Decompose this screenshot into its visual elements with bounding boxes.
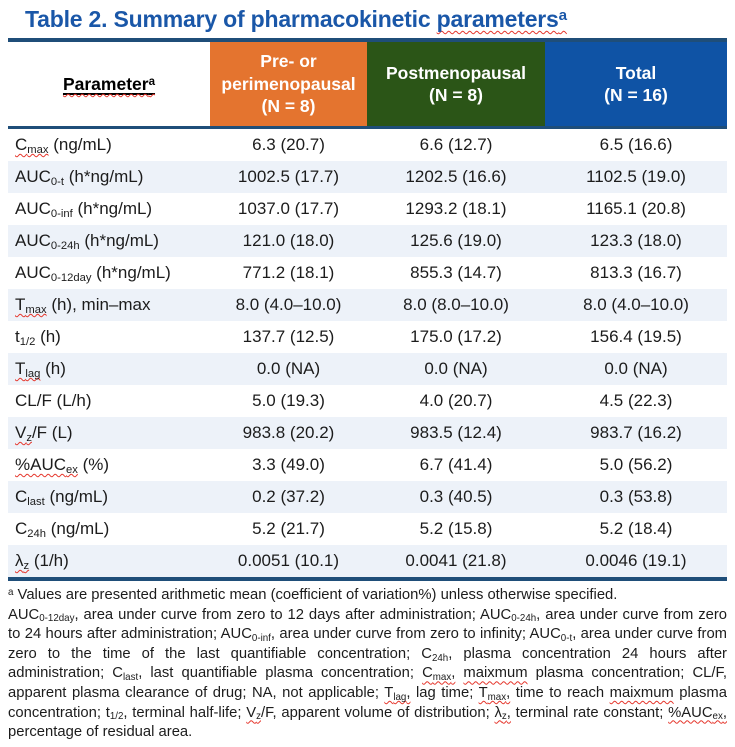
page: [0, 6, 735, 743]
table-row: [8, 161, 727, 193]
table-body: [8, 129, 727, 577]
table-header-row: [8, 42, 727, 129]
value-cell-total: 813.3 (16.7): [590, 263, 682, 282]
value-cell-pre-perimenopausal: 1037.0 (17.7): [237, 199, 340, 218]
parameter-cell: $AUC_{0-inf}$ (h*ng/mL): [15, 199, 153, 221]
table-row: [8, 129, 727, 161]
table-row: [8, 257, 727, 289]
value-cell-total: 0.0 (NA): [604, 359, 668, 378]
value-cell-postmenopausal: 6.7 (41.4): [419, 455, 493, 474]
value-cell-total: 5.2 (18.4): [599, 519, 673, 538]
value-cell-pre-perimenopausal: 0.2 (37.2): [252, 487, 325, 506]
value-cell-total: 0.0046 (19.1): [585, 551, 687, 570]
table-row: [8, 225, 727, 257]
value-cell-pre-perimenopausal: 6.3 (20.7): [252, 135, 325, 154]
value-cell-postmenopausal: 125.6 (19.0): [410, 231, 502, 250]
table-row: [8, 289, 727, 321]
value-cell-pre-perimenopausal: 0.0051 (10.1): [237, 551, 340, 570]
parameter-cell: $C_{24h}$ (ng/mL): [15, 519, 110, 541]
value-cell-total: 5.0 (56.2): [599, 455, 673, 474]
value-cell-pre-perimenopausal: 771.2 (18.1): [242, 263, 335, 282]
parameter-cell: $\%AUC_{ex}$ (%): [15, 455, 110, 477]
value-cell-postmenopausal: 983.5 (12.4): [410, 423, 502, 442]
value-cell-pre-perimenopausal: 8.0 (4.0–10.0): [235, 295, 342, 314]
table-row: [8, 193, 727, 225]
value-cell-postmenopausal: 6.6 (12.7): [419, 135, 493, 154]
value-cell-total: 123.3 (18.0): [590, 231, 682, 250]
parameter-cell: $\lambda_z$ (1/h): [15, 551, 69, 573]
value-cell-total: 8.0 (4.0–10.0): [583, 295, 689, 314]
value-cell-postmenopausal: 0.0 (NA): [424, 359, 488, 378]
table-row: [8, 385, 727, 417]
value-cell-total: 156.4 (19.5): [590, 327, 682, 346]
parameter-cell: $T_{max}$ (h), min–max: [15, 295, 151, 317]
value-cell-pre-perimenopausal: 5.2 (21.7): [252, 519, 325, 538]
table-row: [8, 513, 727, 545]
table-row: [8, 417, 727, 449]
value-cell-total: 6.5 (16.6): [599, 135, 673, 154]
header-total: Total (N = 16): [545, 42, 727, 126]
value-cell-postmenopausal: 5.2 (15.8): [419, 519, 493, 538]
value-cell-postmenopausal: 0.3 (40.5): [419, 487, 493, 506]
value-cell-pre-perimenopausal: 983.8 (20.2): [242, 423, 335, 442]
table-row: [8, 353, 727, 385]
value-cell-postmenopausal: 855.3 (14.7): [410, 263, 502, 282]
table-title: Table 2. Summary of pharmacokinetic parameters$^a$: [25, 6, 567, 32]
header-parameter: Parameter$^a$: [8, 42, 210, 126]
parameter-cell: CL/F (L/h): [15, 391, 92, 410]
parameter-cell: $C_{last}$ (ng/mL): [15, 487, 109, 509]
value-cell-pre-perimenopausal: 0.0 (NA): [256, 359, 321, 378]
header-postmenopausal: Postmenopausal (N = 8): [367, 42, 545, 126]
value-cell-pre-perimenopausal: 3.3 (49.0): [252, 455, 325, 474]
value-cell-postmenopausal: 1293.2 (18.1): [405, 199, 507, 218]
value-cell-postmenopausal: 8.0 (8.0–10.0): [403, 295, 509, 314]
table-row: [8, 321, 727, 353]
parameter-cell: $AUC_{0-24h}$ (h*ng/mL): [15, 231, 159, 253]
footnotes: [8, 586, 727, 743]
parameter-cell: $t_{1/2}$ (h): [15, 327, 61, 349]
parameter-cell: $AUC_{0-12day}$ (h*ng/mL): [15, 263, 171, 285]
value-cell-total: 4.5 (22.3): [599, 391, 673, 410]
parameter-cell: $V_z/F$ (L): [15, 423, 73, 445]
parameter-cell: $AUC_{0-t}$ (h*ng/mL): [15, 167, 144, 189]
value-cell-pre-perimenopausal: 1002.5 (17.7): [237, 167, 340, 186]
value-cell-total: 1102.5 (19.0): [586, 167, 686, 186]
value-cell-pre-perimenopausal: 121.0 (18.0): [242, 231, 335, 250]
value-cell-pre-perimenopausal: 5.0 (19.3): [252, 391, 325, 410]
footnote-abbreviations: $AUC_{0-12day}$, area under curve from zero to 12 days after administration; $AUC_{0-24h}$, area under curve from zero to 24 hours after administration; $AUC_{0-inf}$, area under curve from zero to infinity; $AUC_{0-t}$, area under curve from zero to the time of the last quantifiable concentration; $C_{24h}$, plasma concentration 24 hours after administration; $C_{last}$, last quantifiable plasma concentration; $C_{max}$, maixmum plasma concentration; CL/F, apparent plasma clearance of drug; NA, not applicable; $T_{lag}$, lag time; $T_{max}$, time to reach maixmum plasma concentration; $t_{1/2}$, terminal half-life; $V_z/F$, apparent volume of distribution; $\lambda_z$, terminal rate constant; $\%AUC_{ex}$, percentage of residual area.: [8, 606, 728, 741]
value-cell-postmenopausal: 4.0 (20.7): [419, 391, 493, 410]
table-row: [8, 481, 727, 513]
value-cell-postmenopausal: 175.0 (17.2): [410, 327, 502, 346]
value-cell-postmenopausal: 0.0041 (21.8): [405, 551, 507, 570]
value-cell-pre-perimenopausal: 137.7 (12.5): [242, 327, 335, 346]
table-row: [8, 545, 727, 577]
pharmacokinetic-table: [8, 38, 727, 581]
value-cell-total: 983.7 (16.2): [590, 423, 682, 442]
parameter-cell: $C_{max}$ (ng/mL): [15, 135, 112, 157]
value-cell-total: 1165.1 (20.8): [586, 199, 686, 218]
value-cell-total: 0.3 (53.8): [599, 487, 673, 506]
value-cell-postmenopausal: 1202.5 (16.6): [405, 167, 507, 186]
parameter-cell: $T_{lag}$ (h): [15, 359, 66, 381]
table-row: [8, 449, 727, 481]
footnote-general: $^a$ Values are presented arithmetic mean (coefficient of variation%) unless otherwise specified.: [8, 586, 618, 603]
header-pre-perimenopausal: Pre- or perimenopausal (N = 8): [210, 42, 367, 126]
